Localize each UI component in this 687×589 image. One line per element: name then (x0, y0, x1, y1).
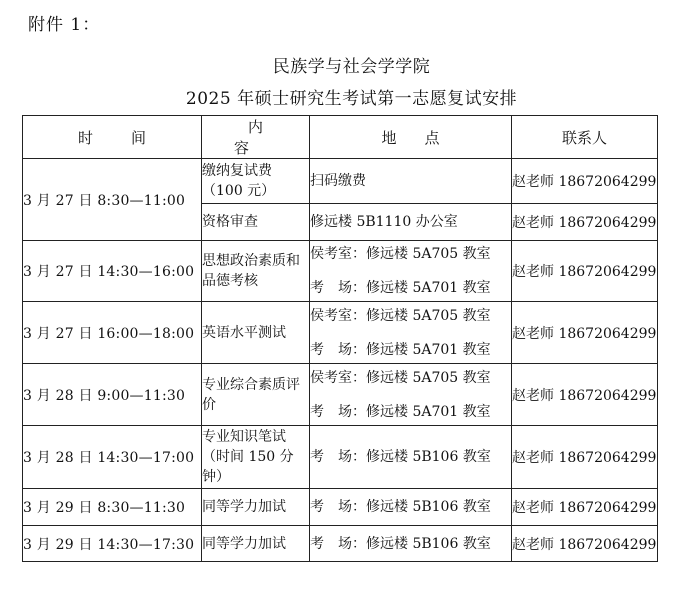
table-row (23, 489, 658, 526)
cell-place (310, 489, 512, 526)
place-line: 考 场：修远楼 5A701 教室 (310, 280, 491, 296)
place-line: 考 场：修远楼 5A701 教室 (310, 341, 491, 358)
cell-time: 3 月 29 日 14:30—17:30 (23, 526, 202, 562)
table-row (23, 426, 658, 489)
cell-place (310, 364, 512, 426)
cell-contact: 赵老师 18672064299 (512, 159, 658, 204)
cell-content: 同等学力加试 (202, 526, 310, 562)
cell-content: 思想政治素质和品德考核 (202, 241, 310, 302)
cell-place (310, 204, 512, 241)
cell-content: 专业知识笔试（时间 150 分钟） (202, 426, 310, 489)
table-header-row (23, 116, 658, 159)
table-row (23, 302, 658, 364)
cell-content: 同等学力加试 (202, 489, 310, 526)
cell-time: 3 月 27 日 8:30—11:00 (23, 159, 202, 241)
cell-content: 专业综合素质评价 (202, 364, 310, 426)
cell-time: 3 月 29 日 8:30—11:30 (23, 489, 202, 526)
cell-content: 资格审查 (202, 204, 310, 241)
place-line: 侯考室：修远楼 5A705 教室 (310, 246, 491, 262)
cell-time: 3 月 28 日 14:30—17:00 (23, 426, 202, 489)
cell-contact: 赵老师 18672064299 (512, 489, 658, 526)
cell-contact: 赵老师 18672064299 (512, 364, 658, 426)
cell-contact: 赵老师 18672064299 (512, 241, 658, 302)
place-line: 侯考室：修远楼 5A705 教室 (310, 369, 491, 386)
table-row (23, 241, 658, 302)
cell-place (310, 159, 512, 204)
table-row (23, 364, 658, 426)
document-subtitle: 2025 年硕士研究生考试第一志愿复试安排 (185, 89, 518, 109)
cell-contact: 赵老师 18672064299 (512, 204, 658, 241)
cell-contact: 赵老师 18672064299 (512, 526, 658, 562)
place-line: 考 场：修远楼 5A701 教室 (310, 403, 491, 420)
attachment-label: 附件 1： (28, 15, 101, 35)
cell-time: 3 月 27 日 16:00—18:00 (23, 302, 202, 364)
place-line: 扫码缴费 (310, 173, 366, 189)
header-time: 时间 (23, 116, 202, 159)
schedule-table (22, 115, 658, 562)
cell-place (310, 302, 512, 364)
header-content: 内容 (202, 116, 310, 159)
cell-place (310, 241, 512, 302)
cell-contact: 赵老师 18672064299 (512, 426, 658, 489)
place-line: 考 场：修远楼 5B106 教室 (310, 535, 491, 552)
header-contact: 联系人 (512, 116, 658, 159)
place-line: 考 场：修远楼 5B106 教室 (310, 449, 491, 465)
header-place: 地点 (310, 116, 512, 159)
table-row (23, 526, 658, 562)
place-line: 考 场：修远楼 5B106 教室 (310, 499, 491, 515)
cell-content: 缴纳复试费（100 元） (202, 159, 310, 204)
cell-time: 3 月 28 日 9:00—11:30 (23, 364, 202, 426)
cell-contact: 赵老师 18672064299 (512, 302, 658, 364)
cell-content: 英语水平测试 (202, 302, 310, 364)
cell-place (310, 526, 512, 562)
place-line: 侯考室：修远楼 5A705 教室 (310, 307, 491, 324)
cell-time: 3 月 27 日 14:30—16:00 (23, 241, 202, 302)
table-row (23, 159, 658, 204)
place-line: 修远楼 5B1110 办公室 (310, 214, 458, 230)
cell-place (310, 426, 512, 489)
document-title: 民族学与社会学学院 (272, 57, 431, 77)
